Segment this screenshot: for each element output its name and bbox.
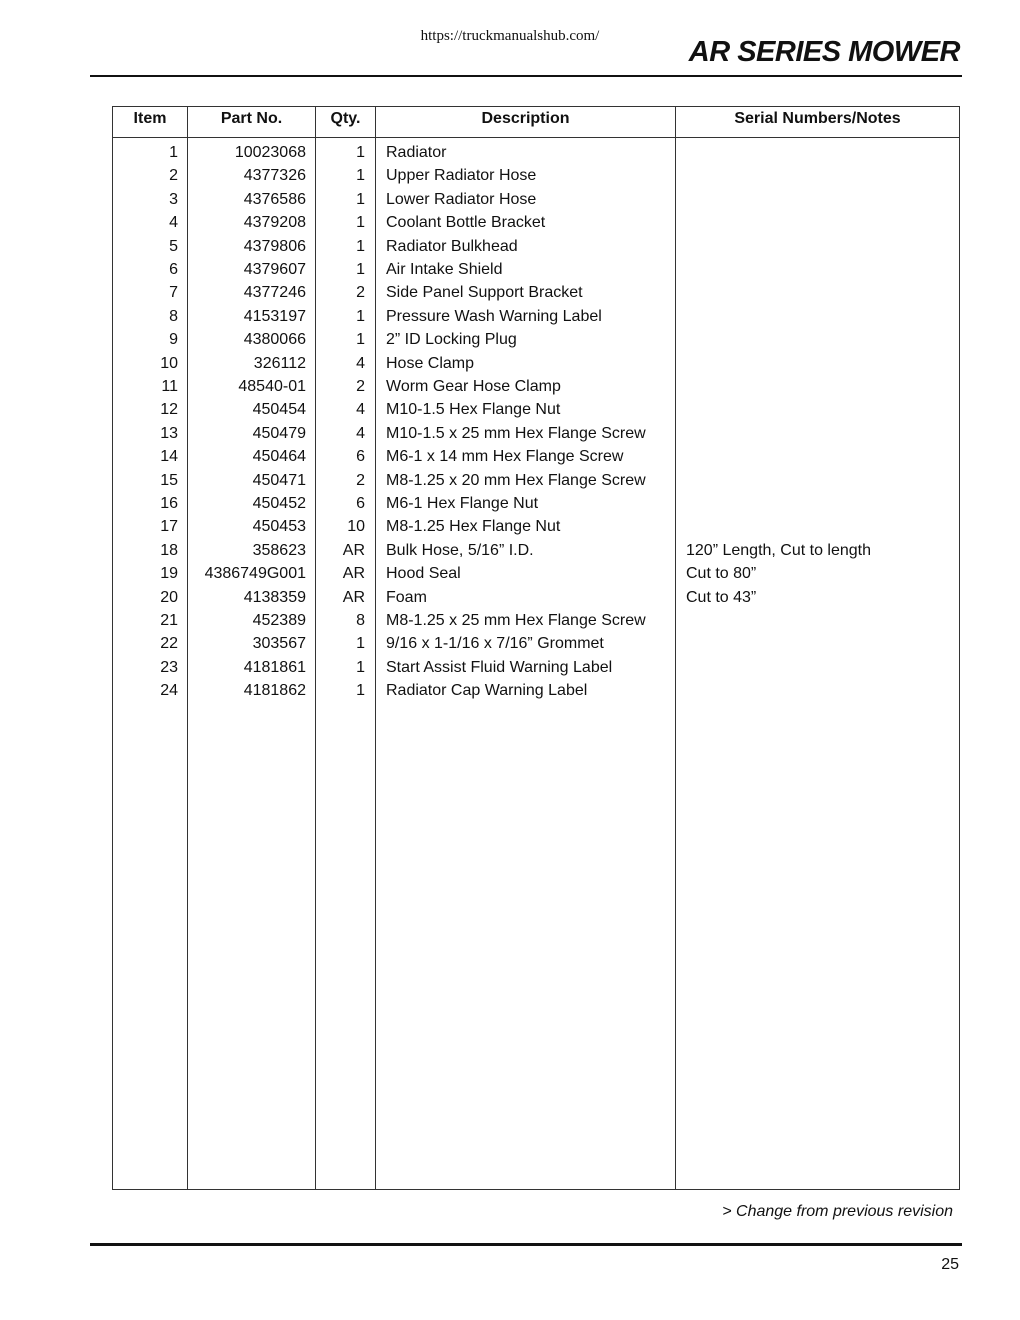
row-qty: 1 xyxy=(356,635,365,653)
row-item: 21 xyxy=(160,612,178,629)
row-item: 6 xyxy=(169,261,178,278)
table-row xyxy=(113,141,959,164)
column-header-notes: Serial Numbers/Notes xyxy=(734,110,901,127)
table-row xyxy=(113,469,959,492)
row-description: M10-1.5 Hex Flange Nut xyxy=(386,401,561,419)
table-row xyxy=(113,352,959,375)
table-row xyxy=(113,515,959,538)
row-qty: 1 xyxy=(356,167,365,185)
row-part-no: 4379208 xyxy=(243,214,306,232)
header-divider xyxy=(113,137,959,138)
row-qty: 4 xyxy=(356,424,365,442)
row-item: 20 xyxy=(160,588,178,606)
column-header-description: Description xyxy=(481,110,570,127)
row-part-no: 4376586 xyxy=(243,190,306,208)
row-item: 24 xyxy=(160,682,178,700)
row-item: 14 xyxy=(160,448,178,466)
row-qty: 1 xyxy=(356,261,365,278)
row-qty: 10 xyxy=(347,518,365,536)
row-qty: 1 xyxy=(356,307,365,325)
page-number: 25 xyxy=(941,1256,959,1273)
row-item: 3 xyxy=(169,190,178,208)
row-qty: 1 xyxy=(356,144,365,161)
row-description: Worm Gear Hose Clamp xyxy=(386,378,561,395)
row-description: M6-1 x 14 mm Hex Flange Screw xyxy=(386,448,624,466)
column-header-part-no: Part No. xyxy=(220,110,283,127)
row-part-no: 4377246 xyxy=(243,284,306,302)
row-item: 7 xyxy=(169,284,178,302)
row-qty: 2 xyxy=(356,378,365,395)
row-description: Side Panel Support Bracket xyxy=(386,284,583,302)
row-item: 12 xyxy=(160,401,178,419)
row-description: Hose Clamp xyxy=(386,354,475,372)
parts-table xyxy=(112,106,960,1190)
row-description: Foam xyxy=(386,588,427,606)
row-qty: 1 xyxy=(356,214,365,232)
row-item: 19 xyxy=(160,565,178,583)
row-part-no: 4379607 xyxy=(243,261,306,278)
row-part-no: 303567 xyxy=(252,635,306,653)
row-qty: 1 xyxy=(356,658,365,676)
footer-rule xyxy=(90,1243,962,1246)
row-item: 15 xyxy=(160,471,178,489)
row-qty: 8 xyxy=(356,612,365,629)
table-row xyxy=(113,445,959,468)
table-row xyxy=(113,375,959,398)
row-qty: 1 xyxy=(356,682,365,700)
row-part-no: 450464 xyxy=(252,448,306,466)
table-row xyxy=(113,328,959,351)
row-qty: 6 xyxy=(356,495,365,512)
row-description: M10-1.5 x 25 mm Hex Flange Screw xyxy=(386,424,646,442)
row-part-no: 4380066 xyxy=(243,331,306,349)
table-row xyxy=(113,305,959,328)
table-row xyxy=(113,398,959,421)
row-part-no: 358623 xyxy=(252,541,306,559)
row-part-no: 10023068 xyxy=(234,144,306,161)
row-description: Bulk Hose, 5/16” I.D. xyxy=(386,541,534,559)
row-note: 120” Length, Cut to length xyxy=(686,541,872,559)
row-item: 8 xyxy=(169,307,178,325)
row-qty: AR xyxy=(342,588,365,606)
row-item: 11 xyxy=(161,378,178,395)
row-part-no: 4153197 xyxy=(243,307,306,325)
row-note: Cut to 80” xyxy=(686,565,757,583)
row-part-no: 450471 xyxy=(252,471,306,489)
row-item: 16 xyxy=(160,495,178,512)
revision-footnote: > Change from previous revision xyxy=(722,1203,953,1220)
row-item: 5 xyxy=(169,237,178,255)
row-description: M8-1.25 Hex Flange Nut xyxy=(386,518,561,536)
row-part-no: 4379806 xyxy=(243,237,306,255)
row-description: Air Intake Shield xyxy=(386,261,503,278)
row-item: 9 xyxy=(169,331,178,349)
table-row xyxy=(113,562,959,585)
row-qty: 1 xyxy=(356,190,365,208)
row-qty: 4 xyxy=(356,401,365,419)
row-part-no: 48540-01 xyxy=(238,378,306,395)
row-item: 18 xyxy=(160,541,178,559)
row-description: Radiator xyxy=(386,144,447,161)
table-row xyxy=(113,211,959,234)
source-url: https://truckmanualshub.com/ xyxy=(420,28,600,44)
row-part-no: 450454 xyxy=(252,401,306,419)
row-item: 22 xyxy=(160,635,178,653)
row-item: 17 xyxy=(160,518,178,536)
row-description: 2” ID Locking Plug xyxy=(386,331,517,349)
row-item: 1 xyxy=(169,144,178,161)
row-part-no: 326112 xyxy=(253,354,306,372)
column-header-qty: Qty. xyxy=(330,110,361,127)
row-item: 23 xyxy=(160,658,178,676)
row-part-no: 450479 xyxy=(252,424,306,442)
row-description: M8-1.25 x 25 mm Hex Flange Screw xyxy=(386,612,646,629)
row-item: 13 xyxy=(160,424,178,442)
row-part-no: 4386749G001 xyxy=(204,565,306,583)
row-description: Coolant Bottle Bracket xyxy=(386,214,546,232)
table-row xyxy=(113,632,959,655)
row-qty: AR xyxy=(342,565,365,583)
column-header-item: Item xyxy=(133,110,167,127)
row-part-no: 4181861 xyxy=(243,658,306,676)
table-row xyxy=(113,586,959,609)
row-description: Upper Radiator Hose xyxy=(386,167,537,185)
header-rule xyxy=(90,75,962,77)
row-qty: AR xyxy=(342,541,365,559)
row-description: Start Assist Fluid Warning Label xyxy=(386,658,613,676)
table-row xyxy=(113,656,959,679)
row-qty: 2 xyxy=(356,284,365,302)
row-part-no: 4181862 xyxy=(243,682,306,700)
table-row xyxy=(113,492,959,515)
row-description: Radiator Bulkhead xyxy=(386,237,518,255)
row-description: M8-1.25 x 20 mm Hex Flange Screw xyxy=(386,471,646,489)
row-description: Pressure Wash Warning Label xyxy=(386,307,602,325)
row-qty: 4 xyxy=(356,354,365,372)
row-description: Hood Seal xyxy=(386,565,461,583)
table-row xyxy=(113,539,959,562)
row-description: Lower Radiator Hose xyxy=(386,190,537,208)
document-title: AR SERIES MOWER xyxy=(688,36,960,68)
table-row xyxy=(113,235,959,258)
table-row xyxy=(113,188,959,211)
row-description: 9/16 x 1-1/16 x 7/16” Grommet xyxy=(386,635,604,653)
row-qty: 1 xyxy=(356,237,365,255)
table-row xyxy=(113,164,959,187)
row-description: Radiator Cap Warning Label xyxy=(386,682,588,700)
row-item: 4 xyxy=(169,214,178,232)
row-qty: 6 xyxy=(356,448,365,466)
table-row xyxy=(113,258,959,281)
row-part-no: 4377326 xyxy=(243,167,306,185)
table-row xyxy=(113,679,959,702)
row-qty: 2 xyxy=(356,471,365,489)
table-row xyxy=(113,422,959,445)
table-row xyxy=(113,281,959,304)
row-description: M6-1 Hex Flange Nut xyxy=(386,495,539,512)
row-part-no: 4138359 xyxy=(243,588,306,606)
row-item: 2 xyxy=(169,167,178,185)
table-row xyxy=(113,609,959,632)
row-part-no: 450452 xyxy=(252,495,306,512)
row-item: 10 xyxy=(160,354,178,372)
row-qty: 1 xyxy=(356,331,365,349)
row-note: Cut to 43” xyxy=(686,588,757,606)
row-part-no: 450453 xyxy=(252,518,306,536)
row-part-no: 452389 xyxy=(252,612,306,629)
